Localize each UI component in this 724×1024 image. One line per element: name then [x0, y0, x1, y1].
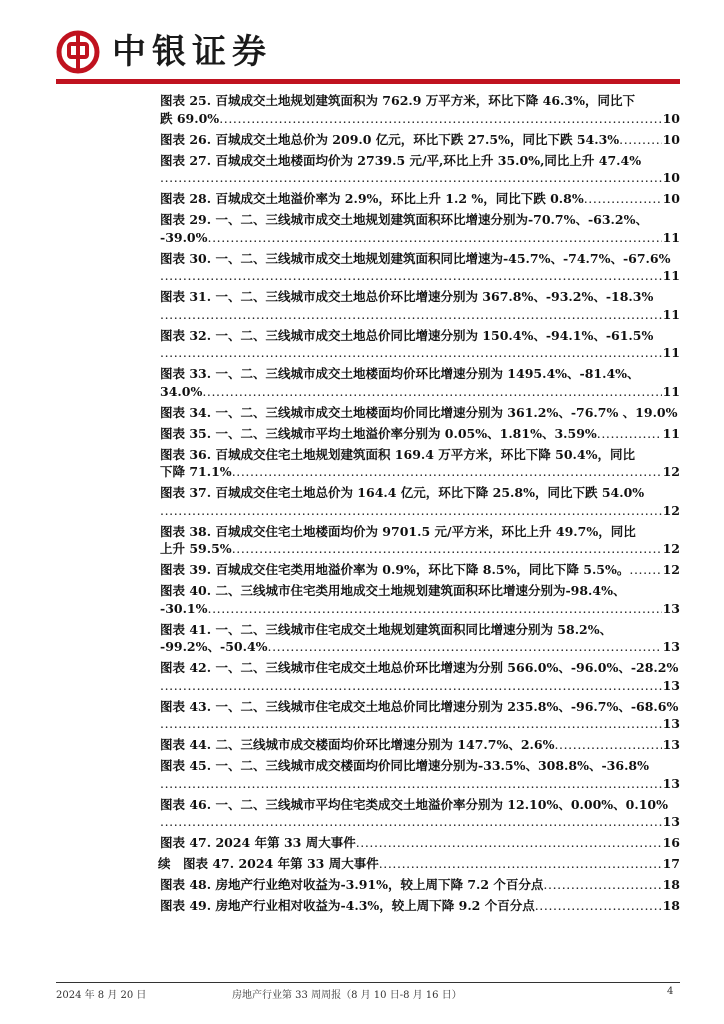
- toc-entry-line: [160, 876, 680, 894]
- toc-entry-text: -99.2%、-50.4%: [160, 639, 268, 654]
- toc-page-number: 11: [662, 345, 680, 360]
- toc-entry[interactable]: [160, 659, 680, 698]
- toc-entry-text: 34.0%: [160, 383, 203, 399]
- toc-leader-dots: [268, 638, 662, 656]
- toc-entry-line: [160, 404, 680, 422]
- toc-page-number: 11: [662, 268, 680, 283]
- toc-leader-dots: [554, 736, 661, 754]
- toc-entry-text: 图表 41. 一、二、三线城市住宅成交土地规划建筑面积同比增速分别为 58.2%、: [160, 621, 613, 637]
- toc-leader-dots: [543, 876, 661, 894]
- toc-entry-text: 图表 28. 百城成交土地溢价率为 2.9%，环比上升 1.2 %，同比下跌 0.8%: [160, 191, 584, 206]
- toc-entry-text: 跌 69.0%: [160, 110, 220, 126]
- bank-of-china-logo-icon: [56, 30, 100, 74]
- toc-entry[interactable]: [160, 582, 680, 621]
- toc-entry-line: [160, 523, 680, 541]
- toc-entry[interactable]: [160, 736, 680, 757]
- toc-entry-line: [160, 152, 680, 170]
- footer-rule: [56, 982, 680, 983]
- toc-page-number: 17: [662, 856, 680, 871]
- toc-leader-dots: [160, 344, 662, 362]
- header-rule: [56, 79, 680, 84]
- toc-leader-dots: [619, 131, 661, 149]
- toc-entry-text: 图表 44. 二、三线城市成交楼面均价环比增速分别为 147.7%、2.6%: [160, 737, 555, 752]
- toc-entry-text: 图表 27. 百城成交土地楼面均价为 2739.5 元/平,环比上升 35.0%,同比上升 47.4%: [160, 152, 642, 168]
- footer-report-title: 房地产行业第 33 周周报（8 月 10 日-8 月 16 日）: [232, 990, 462, 1001]
- toc-leader-dots: [629, 561, 661, 579]
- toc-page-number: 12: [662, 562, 680, 577]
- toc-entry-text: 图表 34. 一、二、三线城市成交土地楼面均价同比增速分别为 361.2%、-76.7% 、19.0%: [160, 404, 678, 420]
- toc-entry-text: 图表 39. 百城成交住宅类用地溢价率为 0.9%，环比下降 8.5%，同比下降 5.5%。: [160, 562, 630, 577]
- toc-entry-text: 图表 46. 一、二、三线城市平均住宅类成交土地溢价率分别为 12.10%、0.00%、0.10%: [160, 796, 668, 812]
- toc-entry[interactable]: [160, 365, 680, 404]
- toc-entry-line: [160, 540, 680, 558]
- toc-entry[interactable]: [160, 131, 680, 152]
- toc-page-number: 12: [662, 502, 680, 518]
- toc-leader-dots: [160, 813, 662, 831]
- toc-page-number: 10: [662, 170, 680, 185]
- toc-entry-line: [160, 897, 680, 915]
- toc-leader-dots: [160, 169, 662, 187]
- toc-entry-line: [160, 383, 680, 401]
- toc-entry-line: [160, 757, 680, 775]
- toc-entry-text: 图表 31. 一、二、三线城市成交土地总价环比增速分别为 367.8%、-93.2%、-18.3%: [160, 289, 654, 304]
- toc-page-number: 13: [662, 639, 680, 654]
- toc-entry[interactable]: [160, 484, 680, 523]
- toc-page-number: 12: [662, 541, 680, 556]
- toc-entry[interactable]: [160, 834, 680, 855]
- toc-page-number: 11: [662, 383, 680, 399]
- toc-entry-line: [160, 463, 680, 481]
- toc-entry[interactable]: [160, 288, 680, 327]
- toc-entry-line: [160, 484, 680, 502]
- toc-entry-text: 图表 33. 一、二、三线城市成交土地楼面均价环比增速分别为 1495.4%、-81.4%、: [160, 366, 640, 381]
- page-header: [56, 30, 676, 74]
- toc-page-number: 16: [662, 835, 680, 850]
- toc-entry-text: 图表 35. 一、二、三线城市平均土地溢价率分别为 0.05%、1.81%、3.59%: [160, 425, 597, 441]
- toc-leader-dots: [160, 715, 662, 733]
- toc-page-number: 10: [662, 131, 680, 147]
- toc-leader-dots: [379, 855, 662, 873]
- toc-leader-dots: [232, 463, 662, 481]
- toc-entry-text: 图表 29. 一、二、三线城市成交土地规划建筑面积环比增速分别为-70.7%、-63.2%、: [160, 212, 648, 227]
- toc-entry[interactable]: [160, 897, 680, 918]
- toc-leader-dots: [160, 677, 662, 695]
- toc-page-number: 11: [662, 306, 680, 322]
- toc-entry-line: [160, 425, 680, 443]
- toc-entry[interactable]: [160, 698, 680, 737]
- toc-entry-text: 图表 47. 2024 年第 33 周大事件: [160, 835, 356, 850]
- toc-entry[interactable]: [160, 425, 680, 446]
- toc-page-number: 11: [662, 229, 680, 245]
- toc-entry-text: 图表 43. 一、二、三线城市住宅成交土地总价同比增速分别为 235.8%、-96.7%、-68.6%: [160, 698, 679, 714]
- toc-entry-text: 图表 45. 一、二、三线城市成交楼面均价同比增速分别为-33.5%、308.8%、-36.8%: [160, 758, 649, 773]
- toc-entry[interactable]: [160, 523, 680, 562]
- toc-page-number: 13: [662, 814, 680, 829]
- toc-entry-text: -30.1%: [160, 600, 208, 616]
- toc-entry-text: 上升 59.5%: [160, 541, 232, 556]
- toc-entry-text: 续 图表 47. 2024 年第 33 周大事件: [158, 856, 379, 871]
- toc-entry-text: -39.0%: [160, 229, 208, 245]
- toc-entry-line: [160, 131, 680, 149]
- toc-entry-text: 图表 25. 百城成交土地规划建筑面积为 762.9 万平方米，环比下降 46.3%，同比下: [160, 93, 635, 108]
- toc-entry[interactable]: [160, 446, 680, 485]
- toc-entry-line: [160, 561, 680, 579]
- toc-entry-line: [160, 267, 680, 285]
- toc-entry-line: [160, 327, 680, 345]
- toc-leader-dots: [208, 229, 662, 247]
- toc-leader-dots: [160, 267, 662, 285]
- toc-entry-line: [160, 659, 680, 677]
- toc-entry-line: [160, 775, 680, 793]
- toc-leader-dots: [597, 425, 662, 443]
- toc-page-number: 10: [662, 110, 680, 126]
- toc-entry-line: [160, 288, 680, 306]
- toc-entry[interactable]: [160, 327, 680, 366]
- toc-entry-line: [160, 813, 680, 831]
- toc-entry-text: 图表 32. 一、二、三线城市成交土地总价同比增速分别为 150.4%、-94.1%、-61.5%: [160, 327, 654, 343]
- toc-leader-dots: [535, 897, 662, 915]
- toc-entry-line: [160, 600, 680, 618]
- toc-entry-text: 图表 37. 百城成交住宅土地总价为 164.4 亿元，环比下降 25.8%，同比下跌 54.0%: [160, 485, 645, 500]
- table-of-figures: [160, 92, 680, 918]
- toc-page-number: 13: [662, 775, 680, 791]
- toc-entry[interactable]: [160, 190, 680, 211]
- toc-entry-line: [160, 621, 680, 639]
- toc-entry-text: 图表 38. 百城成交住宅土地楼面均价为 9701.5 元/平方米，环比上升 49.7%，同比: [160, 523, 636, 539]
- toc-entry[interactable]: [160, 796, 680, 835]
- toc-entry[interactable]: [160, 92, 680, 131]
- toc-entry-text: 图表 49. 房地产行业相对收益为-4.3%，较上周下降 9.2 个百分点: [160, 898, 535, 913]
- toc-entry[interactable]: [160, 561, 680, 582]
- toc-page-number: 11: [662, 425, 680, 441]
- toc-entry-line: [158, 855, 680, 873]
- toc-entry-line: [160, 92, 680, 110]
- toc-leader-dots: [160, 775, 662, 793]
- toc-page-number: 10: [662, 191, 680, 206]
- toc-leader-dots: [232, 540, 662, 558]
- footer-date: 2024 年 8 月 20 日: [56, 990, 147, 1001]
- toc-entry-line: [160, 677, 680, 695]
- toc-entry[interactable]: [158, 855, 680, 876]
- toc-entry-text: 图表 36. 百城成交住宅土地规划建筑面积 169.4 万平方米，环比下降 50.4%，同比: [160, 446, 635, 462]
- toc-entry-line: [160, 306, 680, 324]
- toc-entry-line: [160, 796, 680, 814]
- toc-entry-text: 图表 26. 百城成交土地总价为 209.0 亿元，环比下跌 27.5%，同比下跌 54.3%: [160, 131, 620, 147]
- toc-leader-dots: [208, 600, 662, 618]
- toc-entry-line: [160, 190, 680, 208]
- toc-entry-line: [160, 446, 680, 464]
- toc-entry-text: 图表 42. 一、二、三线城市住宅成交土地总价环比增速为分别 566.0%、-96.0%、-28.2%: [160, 660, 679, 675]
- toc-leader-dots: [160, 502, 662, 520]
- toc-entry-text: 下降 71.1%: [160, 464, 232, 479]
- toc-entry[interactable]: [160, 250, 680, 289]
- toc-leader-dots: [219, 110, 661, 128]
- company-name: 中银证券: [112, 32, 272, 72]
- toc-entry-line: [160, 834, 680, 852]
- toc-entry-line: [160, 502, 680, 520]
- toc-entry[interactable]: [160, 152, 680, 191]
- toc-leader-dots: [202, 383, 661, 401]
- toc-entry-line: [160, 698, 680, 716]
- toc-page-number: 13: [662, 600, 680, 616]
- toc-page-number: 12: [662, 464, 680, 479]
- toc-entry[interactable]: [160, 876, 680, 897]
- toc-entry-text: 图表 30. 一、二、三线城市成交土地规划建筑面积同比增速为-45.7%、-74.7%、-67.6%: [160, 250, 671, 266]
- toc-entry-line: [160, 229, 680, 247]
- toc-entry[interactable]: [160, 404, 680, 425]
- toc-entry-line: [160, 169, 680, 187]
- toc-entry-line: [160, 736, 680, 754]
- toc-page-number: 18: [662, 898, 680, 913]
- toc-entry-line: [160, 250, 680, 268]
- toc-entry-text: 图表 48. 房地产行业绝对收益为-3.91%，较上周下降 7.2 个百分点: [160, 877, 544, 892]
- toc-entry-line: [160, 211, 680, 229]
- toc-entry-line: [160, 715, 680, 733]
- toc-page-number: 13: [662, 737, 680, 752]
- toc-page-number: 18: [662, 877, 680, 892]
- toc-entry-text: 图表 40. 二、三线城市住宅类用地成交土地规划建筑面积环比增速分别为-98.4%、: [160, 583, 626, 598]
- toc-entry-line: [160, 110, 680, 128]
- toc-leader-dots: [584, 190, 662, 208]
- toc-entry-line: [160, 582, 680, 600]
- toc-page-number: 13: [662, 677, 680, 693]
- toc-leader-dots: [356, 834, 662, 852]
- toc-entry[interactable]: [160, 757, 680, 796]
- toc-entry-line: [160, 638, 680, 656]
- toc-entry-line: [160, 365, 680, 383]
- toc-page-number: 13: [662, 716, 680, 731]
- toc-entry-line: [160, 344, 680, 362]
- toc-leader-dots: [160, 306, 662, 324]
- toc-entry[interactable]: [160, 621, 680, 660]
- toc-entry[interactable]: [160, 211, 680, 250]
- footer-page-number: 4: [667, 986, 674, 997]
